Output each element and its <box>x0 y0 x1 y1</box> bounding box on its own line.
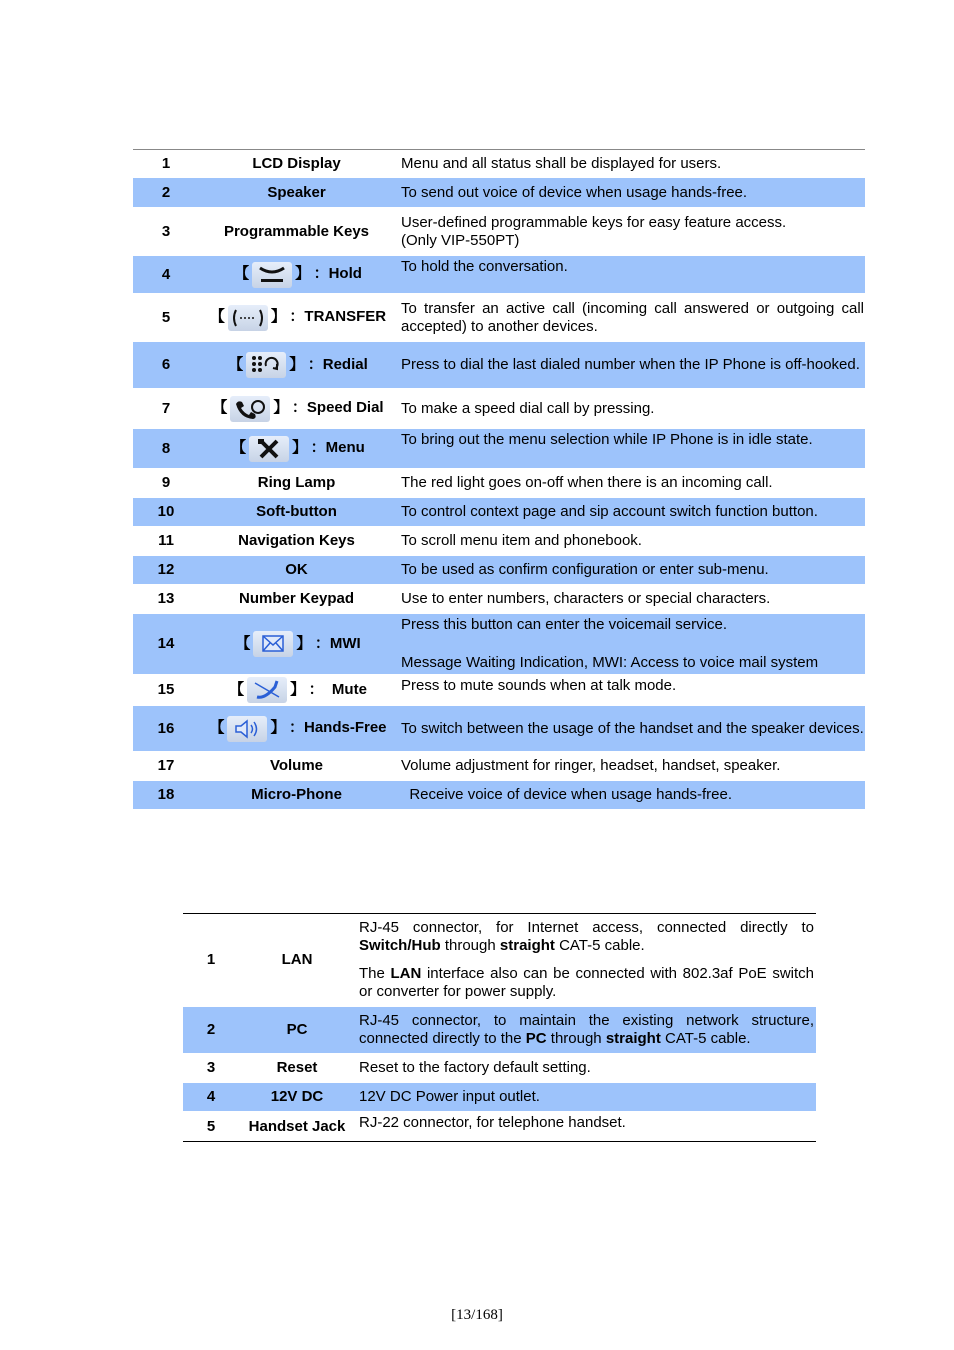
text-run-bold: straight <box>605 1030 661 1047</box>
row-description-paragraph <box>359 965 814 1001</box>
row-name: Soft-button <box>199 498 394 527</box>
redial-icon <box>246 352 286 378</box>
bracket-open: 【 <box>212 399 228 417</box>
row-number: 6 <box>133 342 199 389</box>
row-number: 15 <box>157 681 175 698</box>
bracket-open: 【 <box>228 355 244 373</box>
row-name <box>199 614 394 675</box>
row-description: To switch between the usage of the handset and the speaker devices. <box>394 706 865 752</box>
row-name: OK <box>199 556 394 585</box>
mute-icon <box>247 677 287 703</box>
row-number: 17 <box>157 757 175 774</box>
row-number: 5 <box>161 308 171 326</box>
speaker-icon <box>227 716 267 742</box>
row-description: Menu and all status shall be displayed for users. <box>401 154 722 172</box>
row-description-line: Press this button can enter the voicemail service. <box>401 616 727 633</box>
key-label: ：Menu <box>310 439 365 457</box>
row-number: 3 <box>161 222 171 240</box>
text-run: through <box>546 1030 606 1047</box>
table-row <box>133 389 865 429</box>
row-number: 18 <box>133 781 199 810</box>
table-row <box>133 150 865 178</box>
row-name: 12V DC <box>239 1083 355 1112</box>
key-label: ：Hold <box>313 265 362 283</box>
row-number: 1 <box>161 154 171 172</box>
table-row <box>183 1007 816 1054</box>
row-description: Use to enter numbers, characters or special characters. <box>401 590 771 607</box>
rear-ports-table <box>183 913 816 1142</box>
row-number: 4 <box>133 256 199 294</box>
text-run: interface also can be connected with 802.3af PoE switch or converter for power supply. <box>359 965 814 1000</box>
transfer-icon <box>228 305 268 331</box>
bracket-open: 【 <box>209 719 225 737</box>
table-row <box>133 614 865 675</box>
row-description-paragraph <box>359 919 814 955</box>
text-run: RJ-45 connector, to maintain the existing network structure, connected directly to the <box>359 1012 814 1047</box>
text-run: RJ-45 connector, for Internet access, connected directly to <box>359 919 814 936</box>
row-name: Navigation Keys <box>238 532 355 549</box>
row-name <box>199 294 394 342</box>
table-row <box>183 1054 816 1083</box>
table-row <box>133 706 865 752</box>
row-name <box>199 429 394 469</box>
row-name: LCD Display <box>252 154 341 172</box>
row-description <box>394 614 865 675</box>
row-name: PC <box>239 1007 355 1054</box>
row-name: Ring Lamp <box>257 474 336 491</box>
text-run: through <box>440 937 500 954</box>
text-run: CAT-5 cable. <box>660 1030 751 1047</box>
row-name: Micro-Phone <box>199 781 394 810</box>
table-row <box>133 675 865 706</box>
row-description: Receive voice of device when usage hands-free. <box>394 781 865 810</box>
row-description <box>355 1007 816 1054</box>
table-row <box>133 256 865 294</box>
key-label: ：TRANSFER <box>289 308 387 326</box>
row-description-line: User-defined programmable keys for easy feature access. <box>401 213 787 231</box>
row-name <box>199 675 394 706</box>
row-number: 10 <box>133 498 199 527</box>
table-row <box>183 1112 816 1142</box>
row-description: RJ-22 connector, for telephone handset. <box>359 1114 626 1131</box>
row-number: 11 <box>158 532 174 549</box>
key-label: ：MWI <box>314 634 361 652</box>
row-name: Number Keypad <box>238 590 355 607</box>
table-row <box>133 527 865 556</box>
bracket-open: 【 <box>235 634 251 652</box>
row-description-line: (Only VIP-550PT) <box>401 231 520 249</box>
table-row <box>133 498 865 527</box>
row-description-line: Message Waiting Indication, MWI: Access to voice mail system <box>401 654 819 671</box>
text-run: The <box>359 965 391 982</box>
bracket-close: 】 <box>270 308 279 326</box>
table-row <box>183 1083 816 1112</box>
row-description: To make a speed dial call by pressing. <box>401 399 655 417</box>
row-name: Speaker <box>199 178 394 208</box>
bracket-open: 【 <box>229 680 245 698</box>
row-number: 13 <box>157 590 175 607</box>
page-number: [13/168] <box>451 1307 503 1323</box>
row-description: To be used as confirm configuration or enter sub-menu. <box>394 556 865 585</box>
bracket-close: 】 <box>289 355 297 373</box>
row-description: Press to dial the last dialed number when the IP Phone is off-hooked. <box>394 342 865 389</box>
phone-keys-table <box>133 149 865 810</box>
table-row <box>133 429 865 469</box>
row-description: To scroll menu item and phonebook. <box>401 532 642 549</box>
row-description: To transfer an active call (incoming call answered or outgoing call accepted) to another devices. <box>401 299 864 335</box>
text-run-bold: PC <box>525 1030 547 1047</box>
row-description <box>355 914 816 1007</box>
key-label: ： Mute <box>308 680 367 698</box>
text-run-bold: straight <box>499 937 555 954</box>
bracket-close: 】 <box>290 680 298 698</box>
speed-dial-icon <box>230 396 270 422</box>
table-row <box>133 585 865 614</box>
row-number: 2 <box>133 178 199 208</box>
table-row <box>133 752 865 781</box>
row-description: To control context page and sip account switch function button. <box>394 498 865 527</box>
row-description: Reset to the factory default setting. <box>359 1059 591 1076</box>
bracket-open: 【 <box>231 439 247 457</box>
row-number: 4 <box>183 1083 239 1112</box>
row-description: Press to mute sounds when at talk mode. <box>401 677 677 694</box>
row-name: Handset Jack <box>248 1117 346 1135</box>
key-label: ：Redial <box>307 355 368 373</box>
hold-icon <box>252 262 292 288</box>
row-description: The red light goes on-off when there is an incoming call. <box>401 474 773 491</box>
bracket-close: 】 <box>296 634 304 652</box>
row-name <box>199 342 394 389</box>
row-name: Reset <box>276 1059 318 1076</box>
row-description: Volume adjustment for ringer, headset, handset, speaker. <box>401 757 781 774</box>
text-run-bold: LAN <box>390 965 422 982</box>
bracket-open: 【 <box>234 265 250 283</box>
bracket-close: 】 <box>273 399 281 417</box>
row-name: LAN <box>281 951 313 968</box>
row-number: 8 <box>133 429 199 469</box>
row-description: To bring out the menu selection while IP Phone is in idle state. <box>394 429 865 469</box>
table-row <box>133 178 865 208</box>
table-row <box>133 294 865 342</box>
row-number: 12 <box>133 556 199 585</box>
bracket-close: 】 <box>292 439 300 457</box>
text-run: CAT-5 cable. <box>554 937 645 954</box>
table-row <box>133 469 865 498</box>
row-number: 16 <box>133 706 199 752</box>
menu-tools-icon <box>249 436 289 462</box>
row-number: 2 <box>183 1007 239 1054</box>
row-number: 3 <box>206 1059 216 1076</box>
row-description <box>394 208 865 256</box>
table-row <box>133 208 865 256</box>
row-name <box>199 389 394 429</box>
row-description: To hold the conversation. <box>394 256 865 294</box>
bracket-close: 】 <box>270 719 278 737</box>
row-number: 9 <box>161 474 171 491</box>
row-description: To send out voice of device when usage hands-free. <box>394 178 865 208</box>
table-row <box>183 914 816 1007</box>
table-row <box>133 556 865 585</box>
table-row <box>133 342 865 389</box>
row-number: 14 <box>133 614 199 675</box>
row-name <box>199 706 394 752</box>
row-name <box>199 256 394 294</box>
row-number: 5 <box>206 1117 216 1135</box>
bracket-close: 】 <box>295 265 303 283</box>
row-number: 7 <box>161 399 171 417</box>
row-name: Programmable Keys <box>223 222 370 240</box>
key-label: ：Speed Dial <box>291 399 384 417</box>
text-run-bold: Switch/Hub <box>359 937 441 954</box>
row-number: 1 <box>206 951 216 968</box>
table-row <box>133 781 865 810</box>
row-name: Volume <box>269 757 324 774</box>
key-label: ：Hands-Free <box>289 719 387 737</box>
mail-icon <box>253 631 293 657</box>
bracket-open: 【 <box>209 308 225 326</box>
row-description: 12V DC Power input outlet. <box>355 1083 816 1112</box>
